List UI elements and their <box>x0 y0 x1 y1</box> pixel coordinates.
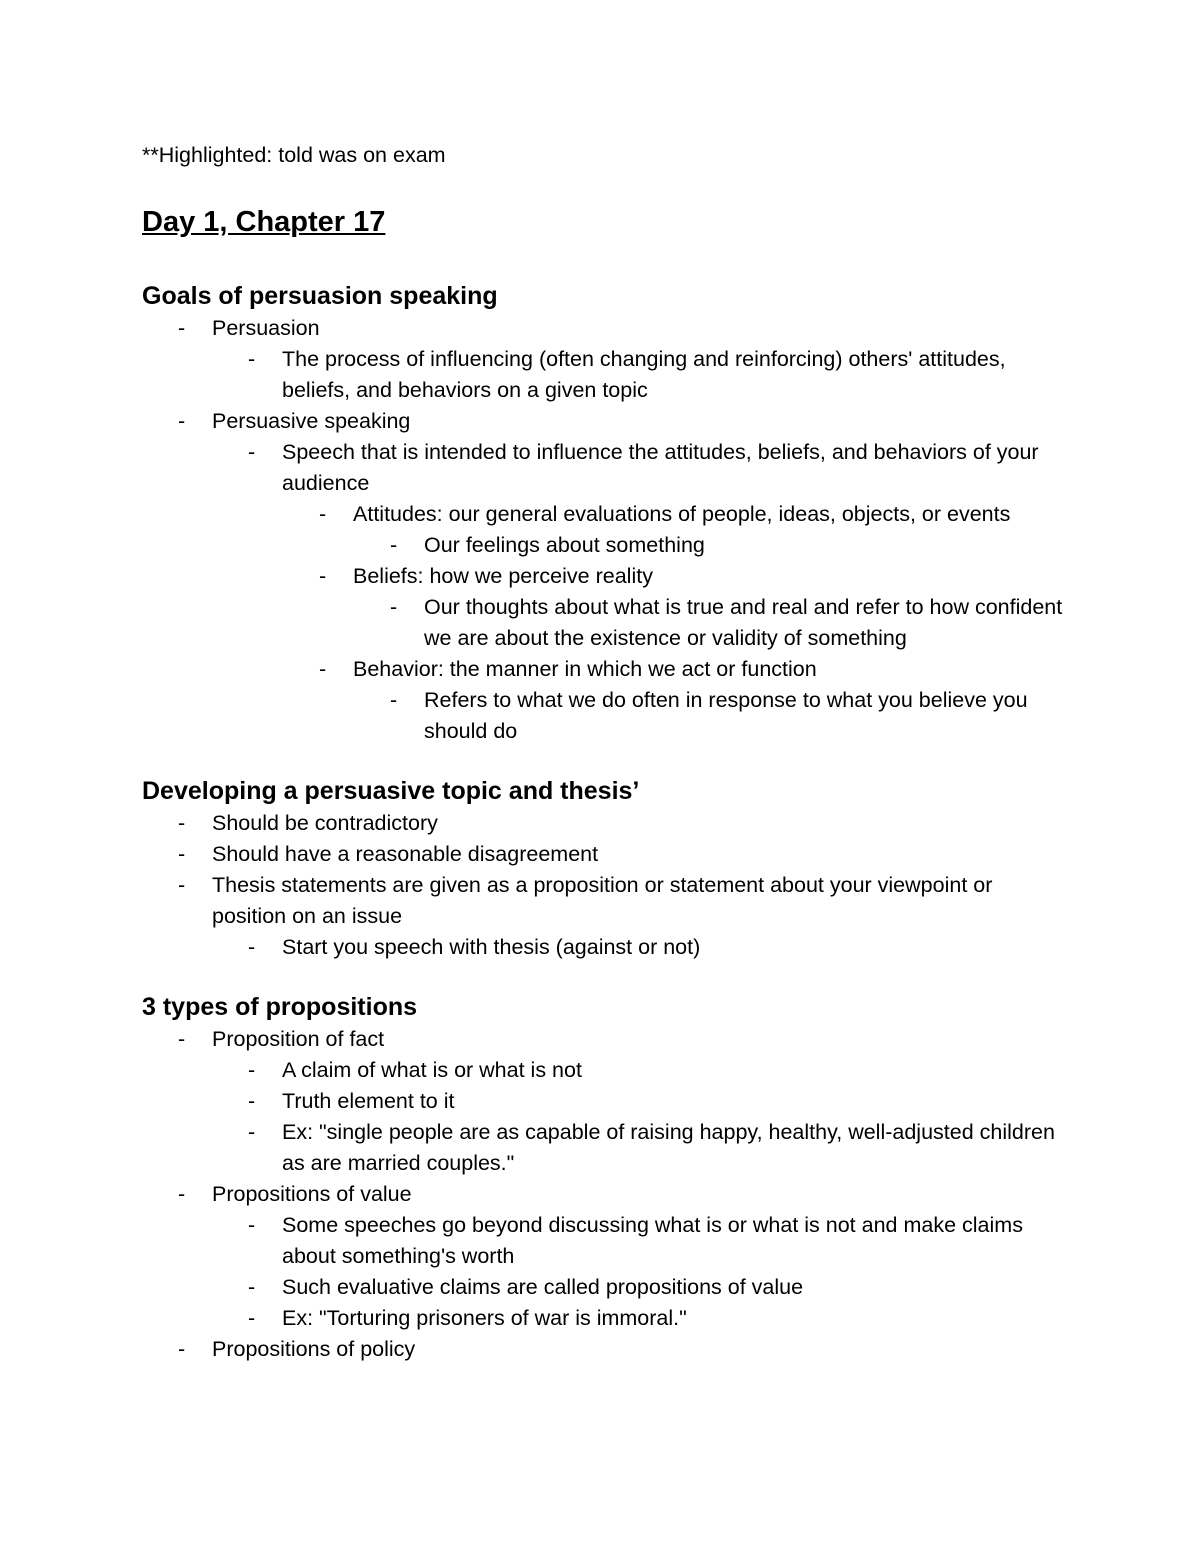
list-item <box>142 932 1067 963</box>
bullet-dash-icon: - <box>248 1120 256 1144</box>
list-item <box>142 1334 1067 1365</box>
list-item <box>142 685 1067 747</box>
section-heading: Developing a persuasive topic and thesis’ <box>142 777 640 805</box>
list-item-text: The process of influencing (often changing and reinforcing) others' attitudes, beliefs, and behaviors on a given topic <box>282 347 1006 402</box>
bullet-dash-icon: - <box>248 1213 256 1237</box>
bullet-dash-icon: - <box>390 595 398 619</box>
bullet-dash-icon: - <box>319 502 327 526</box>
list-item <box>142 1055 1067 1086</box>
list-item <box>142 344 1067 406</box>
bullet-dash-icon: - <box>178 1182 186 1206</box>
bullet-dash-icon: - <box>178 316 186 340</box>
list-item-text: Truth element to it <box>282 1089 455 1113</box>
list-item-text: Attitudes: our general evaluations of people, ideas, objects, or events <box>353 502 1011 526</box>
list-item <box>142 1303 1067 1334</box>
section-heading: Goals of persuasion speaking <box>142 282 498 310</box>
list-item-text: Propositions of policy <box>212 1337 416 1361</box>
list-item-text: Proposition of fact <box>212 1027 385 1051</box>
list-item-text: Speech that is intended to influence the attitudes, beliefs, and behaviors of your audience <box>282 440 1039 495</box>
bullet-dash-icon: - <box>319 657 327 681</box>
list-item <box>142 530 1067 561</box>
bullet-dash-icon: - <box>178 873 186 897</box>
bullet-dash-icon: - <box>178 409 186 433</box>
list-item <box>142 1117 1067 1179</box>
bullet-dash-icon: - <box>248 935 256 959</box>
highlight-note: **Highlighted: told was on exam <box>142 143 446 167</box>
list-item-text: Propositions of value <box>212 1182 412 1206</box>
list-item-text: Start you speech with thesis (against or not) <box>282 935 701 959</box>
bullet-dash-icon: - <box>390 533 398 557</box>
list-item <box>142 499 1067 530</box>
bullet-dash-icon: - <box>248 347 256 371</box>
bullet-dash-icon: - <box>178 842 186 866</box>
list-item <box>142 870 1067 932</box>
list-item-text: Such evaluative claims are called propositions of value <box>282 1275 804 1299</box>
list-item-text: Should have a reasonable disagreement <box>212 842 599 866</box>
document-page <box>142 140 1067 1365</box>
list-item <box>142 313 1067 344</box>
list-item-text: Refers to what we do often in response to what you believe you should do <box>424 688 1028 743</box>
list-item <box>142 654 1067 685</box>
list-item <box>142 839 1067 870</box>
list-item-text: Thesis statements are given as a proposition or statement about your viewpoint or position on an issue <box>212 873 993 928</box>
list-item <box>142 808 1067 839</box>
bullet-dash-icon: - <box>248 1306 256 1330</box>
bullet-dash-icon: - <box>248 440 256 464</box>
list-item <box>142 592 1067 654</box>
list-item-text: Beliefs: how we perceive reality <box>353 564 653 588</box>
list-item-text: Some speeches go beyond discussing what is or what is not and make claims about something's worth <box>282 1213 1023 1268</box>
list-item <box>142 437 1067 499</box>
list-item-text: Ex: "Torturing prisoners of war is immoral." <box>282 1306 687 1330</box>
sections <box>142 279 1067 1365</box>
list-item-text: A claim of what is or what is not <box>282 1058 582 1082</box>
bullet-dash-icon: - <box>178 811 186 835</box>
section-heading: 3 types of propositions <box>142 993 418 1021</box>
list-item-text: Persuasion <box>212 316 320 340</box>
list-item-text: Our feelings about something <box>424 533 705 557</box>
list-item <box>142 1179 1067 1210</box>
bullet-dash-icon: - <box>248 1275 256 1299</box>
bullet-dash-icon: - <box>178 1027 186 1051</box>
list-item-text: Persuasive speaking <box>212 409 411 433</box>
bullet-dash-icon: - <box>248 1058 256 1082</box>
bullet-dash-icon: - <box>390 688 398 712</box>
bullet-dash-icon: - <box>319 564 327 588</box>
page-title: Day 1, Chapter 17 <box>142 206 386 238</box>
list-item <box>142 1024 1067 1055</box>
list-item <box>142 406 1067 437</box>
list-item-text: Behavior: the manner in which we act or function <box>353 657 817 681</box>
list-item <box>142 1272 1067 1303</box>
list-item <box>142 1086 1067 1117</box>
list-item <box>142 561 1067 592</box>
list-item-text: Ex: "single people are as capable of raising happy, healthy, well-adjusted children as are married couples." <box>282 1120 1055 1175</box>
list-item-text: Should be contradictory <box>212 811 438 835</box>
bullet-dash-icon: - <box>248 1089 256 1113</box>
bullet-dash-icon: - <box>178 1337 186 1361</box>
list-item <box>142 1210 1067 1272</box>
list-item-text: Our thoughts about what is true and real and refer to how confident we are about the existence or validity of something <box>424 595 1063 650</box>
